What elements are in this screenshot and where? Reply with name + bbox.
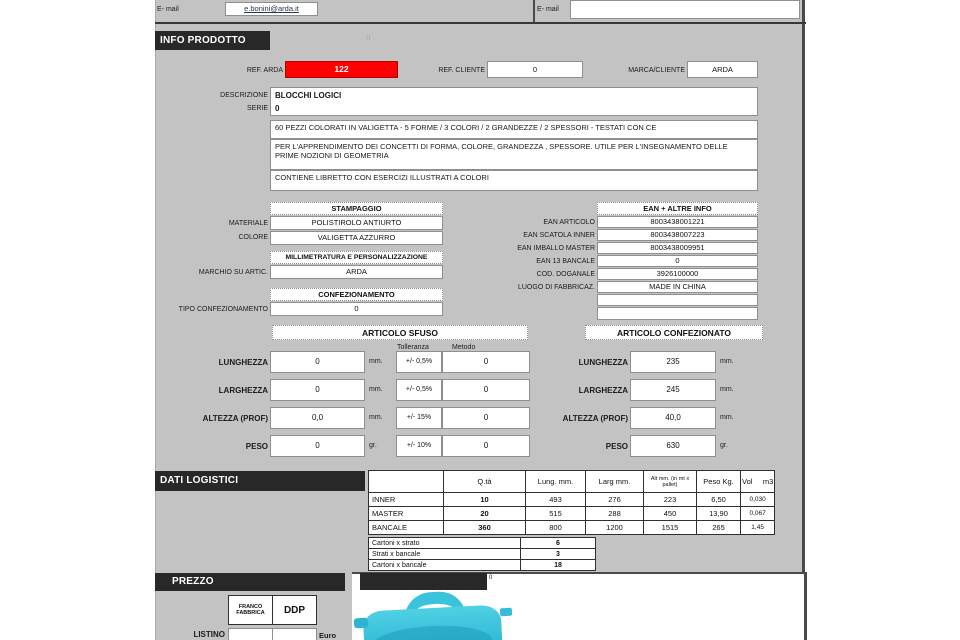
currency-label: Euro	[319, 631, 337, 640]
ref-cliente-input[interactable]: 0	[487, 61, 583, 78]
case-latch	[500, 608, 512, 617]
sfuso-peso-label: PESO	[245, 442, 268, 451]
materiale-input[interactable]: POLISTIROLO ANTIURTO	[270, 216, 443, 230]
logi-col-name	[369, 471, 444, 493]
conf-larghezza-label: LARGHEZZA	[578, 386, 628, 395]
strati-bancale-label: Strati x bancale	[369, 549, 521, 560]
ref-arda-label: REF. ARDA	[246, 67, 283, 74]
ean-13-bancale-input[interactable]: 0	[597, 255, 758, 267]
sfuso-lunghezza-input[interactable]: 0	[270, 351, 365, 373]
image-caption-value: 0	[489, 575, 493, 581]
sfuso-lunghezza-tolleranza[interactable]: +/- 0,5%	[396, 351, 442, 373]
conf-peso-input[interactable]: 630	[630, 435, 716, 457]
image-caption-bar	[360, 573, 487, 590]
tipo-confezionamento-input[interactable]: 0	[270, 302, 443, 316]
luogo-fabbricaz-input[interactable]: MADE IN CHINA	[597, 281, 758, 293]
logi-inner-lung: 493	[526, 493, 586, 507]
price-terms-table	[228, 595, 317, 625]
sfuso-peso-metodo[interactable]: 0	[442, 435, 530, 457]
descrizione-value: BLOCCHI LOGICI	[275, 91, 342, 100]
sfuso-altezza-label: ALTEZZA (PROF)	[202, 414, 268, 423]
cod-doganale-label: COD. DOGANALE	[536, 271, 595, 278]
logi-inner-larg: 276	[586, 493, 644, 507]
sfuso-peso-input[interactable]: 0	[270, 435, 365, 457]
listino-label: LISTINO	[193, 630, 225, 639]
logi-master-larg: 288	[586, 507, 644, 521]
descrizione-label: DESCRIZIONE	[220, 92, 268, 99]
confezionamento-title: CONFEZIONAMENTO	[270, 288, 443, 301]
conf-lunghezza-input[interactable]: 235	[630, 351, 716, 373]
ddp-header: DDP	[273, 596, 317, 625]
listino-franco-input[interactable]	[228, 628, 273, 640]
dati-logistici-header: DATI LOGISTICI	[155, 471, 365, 491]
sfuso-peso-tolleranza[interactable]: +/- 10%	[396, 435, 442, 457]
divider	[533, 0, 535, 22]
logi-bancale-peso: 265	[697, 521, 741, 535]
marca-cliente-input[interactable]: ARDA	[687, 61, 758, 78]
table-row[interactable]	[369, 507, 775, 521]
franco-fabbrica-header: FRANCO FABBRICA	[229, 596, 273, 625]
conf-peso-label: PESO	[605, 442, 628, 451]
note-3[interactable]: CONTIENE LIBRETTO CON ESERCIZI ILLUSTRATI A COLORI	[270, 170, 758, 191]
logi-master-alt: 450	[644, 507, 697, 521]
logi-bancale-alt: 1515	[644, 521, 697, 535]
logi-bancale-vol: 1,45	[741, 521, 775, 535]
sfuso-altezza-unit: mm.	[369, 414, 383, 421]
serie-label: SERIE	[246, 105, 268, 112]
info-prodotto-header: INFO PRODOTTO	[155, 31, 270, 50]
tipo-confezionamento-label: TIPO CONFEZIONAMENTO	[178, 306, 268, 313]
logi-bancale-name: BANCALE	[369, 521, 444, 535]
marchio-input[interactable]: ARDA	[270, 265, 443, 279]
email-right-label: E- mail	[537, 6, 559, 13]
cartoni-bancale-label: Cartoni x bancale	[369, 560, 521, 571]
conf-altezza-input[interactable]: 40,0	[630, 407, 716, 429]
logistics-table	[368, 470, 775, 535]
conf-lunghezza-unit: mm.	[720, 358, 734, 365]
articolo-sfuso-title: ARTICOLO SFUSO	[272, 325, 528, 340]
stampaggio-title: STAMPAGGIO	[270, 202, 443, 215]
sfuso-larghezza-input[interactable]: 0	[270, 379, 365, 401]
sfuso-altezza-input[interactable]: 0,0	[270, 407, 365, 429]
case-latch	[354, 618, 369, 629]
logi-inner-qta: 10	[444, 493, 526, 507]
conf-peso-unit: gr.	[720, 442, 728, 449]
sfuso-larghezza-label: LARGHEZZA	[218, 386, 268, 395]
millimetratura-title: MILLIMETRATURA E PERSONALIZZAZIONE	[270, 251, 443, 264]
logi-master-vol: 0,067	[741, 507, 775, 521]
ean-scatola-inner-input[interactable]: 8003438007223	[597, 229, 758, 241]
logi-col-vol: Vol m3	[741, 471, 775, 493]
logi-col-qta: Q.tà	[444, 471, 526, 493]
logi-col-lung: Lung. mm.	[526, 471, 586, 493]
sfuso-larghezza-unit: mm.	[369, 386, 383, 393]
note-2[interactable]: PER L'APPRENDIMENTO DEI CONCETTI DI FORMA, COLORE, GRANDEZZA , SPESSORE. UTILE PER L'INSEGNAMENTO DELLE PRIME NOZIONI DI GEOMETRIA	[270, 139, 758, 170]
ean-13-bancale-label: EAN 13 BANCALE	[536, 258, 595, 265]
conf-altezza-unit: mm.	[720, 414, 734, 421]
conf-larghezza-unit: mm.	[720, 386, 734, 393]
strati-bancale-value: 3	[521, 549, 596, 560]
list-item[interactable]	[369, 560, 596, 571]
cartoni-strato-label: Cartoni x strato	[369, 538, 521, 549]
conf-lunghezza-label: LUNGHEZZA	[578, 358, 628, 367]
sfuso-larghezza-metodo[interactable]: 0	[442, 379, 530, 401]
divider	[155, 22, 806, 24]
email-right-input[interactable]	[570, 0, 800, 19]
colore-label: COLORE	[238, 234, 268, 241]
ref-cliente-label: REF. CLIENTE	[438, 67, 485, 74]
sfuso-peso-unit: gr.	[369, 442, 377, 449]
ean-articolo-label: EAN ARTICOLO	[543, 219, 595, 226]
cod-doganale-input[interactable]: 3926100000	[597, 268, 758, 280]
ean-scatola-inner-label: EAN SCATOLA INNER	[523, 232, 595, 239]
logi-bancale-larg: 1200	[586, 521, 644, 535]
logi-master-qta: 20	[444, 507, 526, 521]
cartoni-bancale-value: 18	[521, 560, 596, 571]
tolleranza-column-label: Tolleranza	[397, 344, 429, 351]
prezzo-header: PREZZO	[155, 573, 345, 591]
listino-ddp-input[interactable]	[272, 628, 317, 640]
logi-master-peso: 13,90	[697, 507, 741, 521]
luogo-fabbricaz-label: LUOGO DI FABBRICAZ.	[517, 284, 595, 291]
pallet-info-table	[368, 537, 596, 571]
cartoni-strato-value: 6	[521, 538, 596, 549]
sfuso-lunghezza-metodo[interactable]: 0	[442, 351, 530, 373]
note-1[interactable]: 60 PEZZI COLORATI IN VALIGETTA - 5 FORME / 3 COLORI / 2 GRANDEZZE / 2 SPESSORI - TESTATI CON CE	[270, 120, 758, 139]
email-left-input[interactable]: e.bonini@arda.it	[225, 2, 318, 16]
logi-inner-name: INNER	[369, 493, 444, 507]
articolo-confezionato-title: ARTICOLO CONFEZIONATO	[585, 325, 763, 340]
sfuso-altezza-metodo[interactable]: 0	[442, 407, 530, 429]
metodo-column-label: Metodo	[452, 344, 476, 351]
marca-cliente-label: MARCA/CLIENTE	[628, 67, 685, 74]
colore-input[interactable]: VALIGETTA AZZURRO	[270, 231, 443, 245]
logi-col-peso: Peso Kg.	[697, 471, 741, 493]
descrizione-box[interactable]	[270, 87, 758, 116]
logi-master-lung: 515	[526, 507, 586, 521]
smudge-artifact: n	[366, 33, 371, 42]
list-item[interactable]	[369, 538, 596, 549]
logi-col-alt: Alt mm. (in mt x pallet)	[644, 471, 697, 493]
sfuso-larghezza-tolleranza[interactable]: +/- 0,5%	[396, 379, 442, 401]
sfuso-altezza-tolleranza[interactable]: +/- 15%	[396, 407, 442, 429]
ean-title: EAN + ALTRE INFO	[597, 202, 758, 215]
table-row[interactable]	[369, 493, 775, 507]
logi-bancale-lung: 800	[526, 521, 586, 535]
logi-inner-vol: 0,030	[741, 493, 775, 507]
sfuso-lunghezza-unit: mm.	[369, 358, 383, 365]
email-left-label: E- mail	[157, 6, 179, 13]
ean-empty-input-2[interactable]	[597, 307, 758, 320]
ean-imballo-master-label: EAN IMBALLO MASTER	[517, 245, 595, 252]
logi-bancale-qta: 360	[444, 521, 526, 535]
serie-value: 0	[275, 104, 280, 113]
logi-inner-peso: 6,50	[697, 493, 741, 507]
logi-master-name: MASTER	[369, 507, 444, 521]
conf-altezza-label: ALTEZZA (PROF)	[562, 414, 628, 423]
list-item[interactable]	[369, 549, 596, 560]
ean-imballo-master-input[interactable]: 8003438009951	[597, 242, 758, 254]
marchio-label: MARCHIO SU ARTIC.	[198, 269, 268, 276]
conf-larghezza-input[interactable]: 245	[630, 379, 716, 401]
logi-col-larg: Larg mm.	[586, 471, 644, 493]
table-row[interactable]	[369, 521, 775, 535]
materiale-label: MATERIALE	[228, 220, 268, 227]
ean-articolo-input[interactable]: 8003438001221	[597, 216, 758, 228]
sfuso-lunghezza-label: LUNGHEZZA	[218, 358, 268, 367]
logi-inner-alt: 223	[644, 493, 697, 507]
ean-empty-input-1[interactable]	[597, 294, 758, 306]
ref-arda-input[interactable]: 122	[285, 61, 398, 78]
